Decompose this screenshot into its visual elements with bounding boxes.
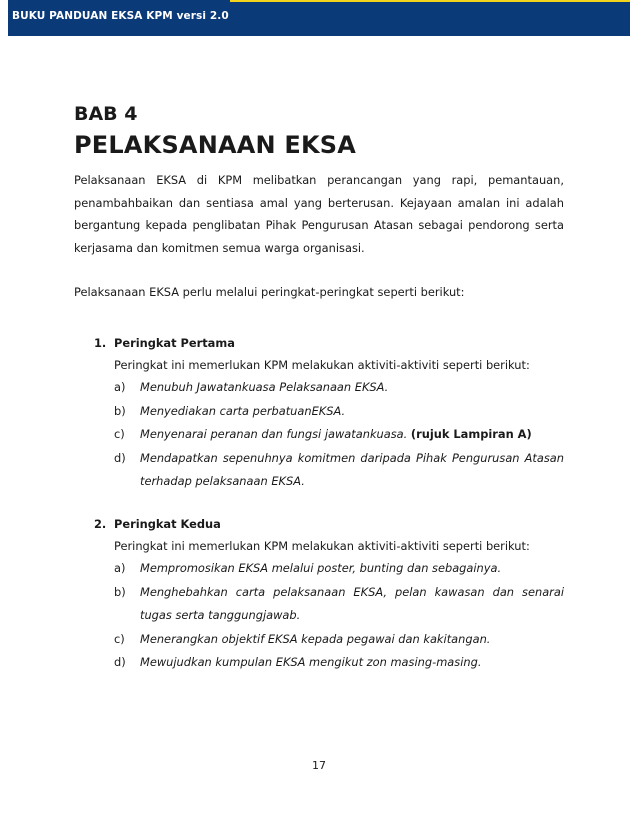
- header-accent-line: [230, 0, 630, 2]
- lead-paragraph: Pelaksanaan EKSA perlu melalui peringkat-peringkat seperti berikut:: [74, 285, 465, 299]
- stage-2-section: [94, 513, 564, 675]
- list-item-text: Menerangkan objektif EKSA kepada pegawai dan kakitangan.: [140, 631, 491, 646]
- stage-1-number: 1.: [94, 336, 107, 350]
- page-number: 17: [312, 759, 326, 772]
- list-item-text-wrap: [140, 557, 564, 581]
- list-item: [94, 651, 564, 675]
- list-item-text: Menghebahkan carta pelaksanaan EKSA, pelan kawasan dan senarai tugas serta tanggungjawab.: [140, 584, 564, 622]
- list-item-letter: d): [114, 655, 126, 669]
- list-item-letter: a): [114, 561, 126, 575]
- list-item-letter: c): [114, 427, 125, 441]
- chapter-label: BAB 4: [74, 103, 138, 125]
- list-item-text: Menyediakan carta perbatuanEKSA.: [140, 403, 346, 418]
- list-item-text: Mewujudkan kumpulan EKSA mengikut zon masing-masing.: [140, 655, 482, 669]
- list-item-letter: c): [114, 631, 125, 646]
- stage-2-heading: [94, 513, 564, 535]
- stage-1-title: Peringkat Pertama: [114, 336, 235, 350]
- list-item: [94, 376, 564, 400]
- stage-1-description: Peringkat ini memerlukan KPM melakukan aktiviti-aktiviti seperti berikut:: [114, 358, 530, 372]
- list-item-letter: a): [114, 380, 126, 394]
- stage-2-number: 2.: [94, 517, 107, 531]
- list-item: [94, 628, 564, 652]
- list-item-italic-term: bunting: [359, 561, 404, 575]
- document-header-title: BUKU PANDUAN EKSA KPM versi 2.0: [12, 10, 229, 22]
- intro-paragraph: Pelaksanaan EKSA di KPM melibatkan perancangan yang rapi, pemantauan, penambahbaikan dan sentiasa amal yang berterusan. Kejayaan amalan ini adalah bergantung kepada penglibatan Pihak Pengurusan Atasan sebagai pendorong serta kerjasama dan komitmen semua warga organisasi.: [74, 173, 564, 255]
- stage-2-description: Peringkat ini memerlukan KPM melakukan aktiviti-aktiviti seperti berikut:: [114, 539, 530, 553]
- list-item-text: Menubuh Jawatankuasa Pelaksanaan EKSA.: [140, 380, 389, 394]
- chapter-title: PELAKSANAAN EKSA: [74, 131, 357, 159]
- list-item-text-before: Mempromosikan EKSA melalui poster,: [140, 561, 360, 575]
- list-item: [94, 557, 564, 581]
- list-item-text: Mendapatkan sepenuhnya komitmen daripada Pihak Pengurusan Atasan terhadap pelaksanaan EKSA.: [140, 450, 564, 488]
- stage-1-section: [94, 332, 564, 494]
- list-item: [94, 447, 564, 494]
- list-item-text-after: dan sebagainya.: [403, 561, 502, 575]
- list-item-text-wrap: [140, 423, 564, 447]
- list-item: [94, 423, 564, 447]
- list-item-letter: b): [114, 403, 126, 418]
- list-item-letter: d): [114, 450, 126, 465]
- stage-2-title: Peringkat Kedua: [114, 517, 221, 531]
- list-item-letter: b): [114, 584, 126, 599]
- list-item: [94, 400, 564, 424]
- list-item: [94, 581, 564, 628]
- stage-1-heading: [94, 332, 564, 354]
- list-item-text: Menyenarai peranan dan fungsi jawatankuasa.: [140, 427, 411, 441]
- appendix-reference: (rujuk Lampiran A): [410, 427, 532, 441]
